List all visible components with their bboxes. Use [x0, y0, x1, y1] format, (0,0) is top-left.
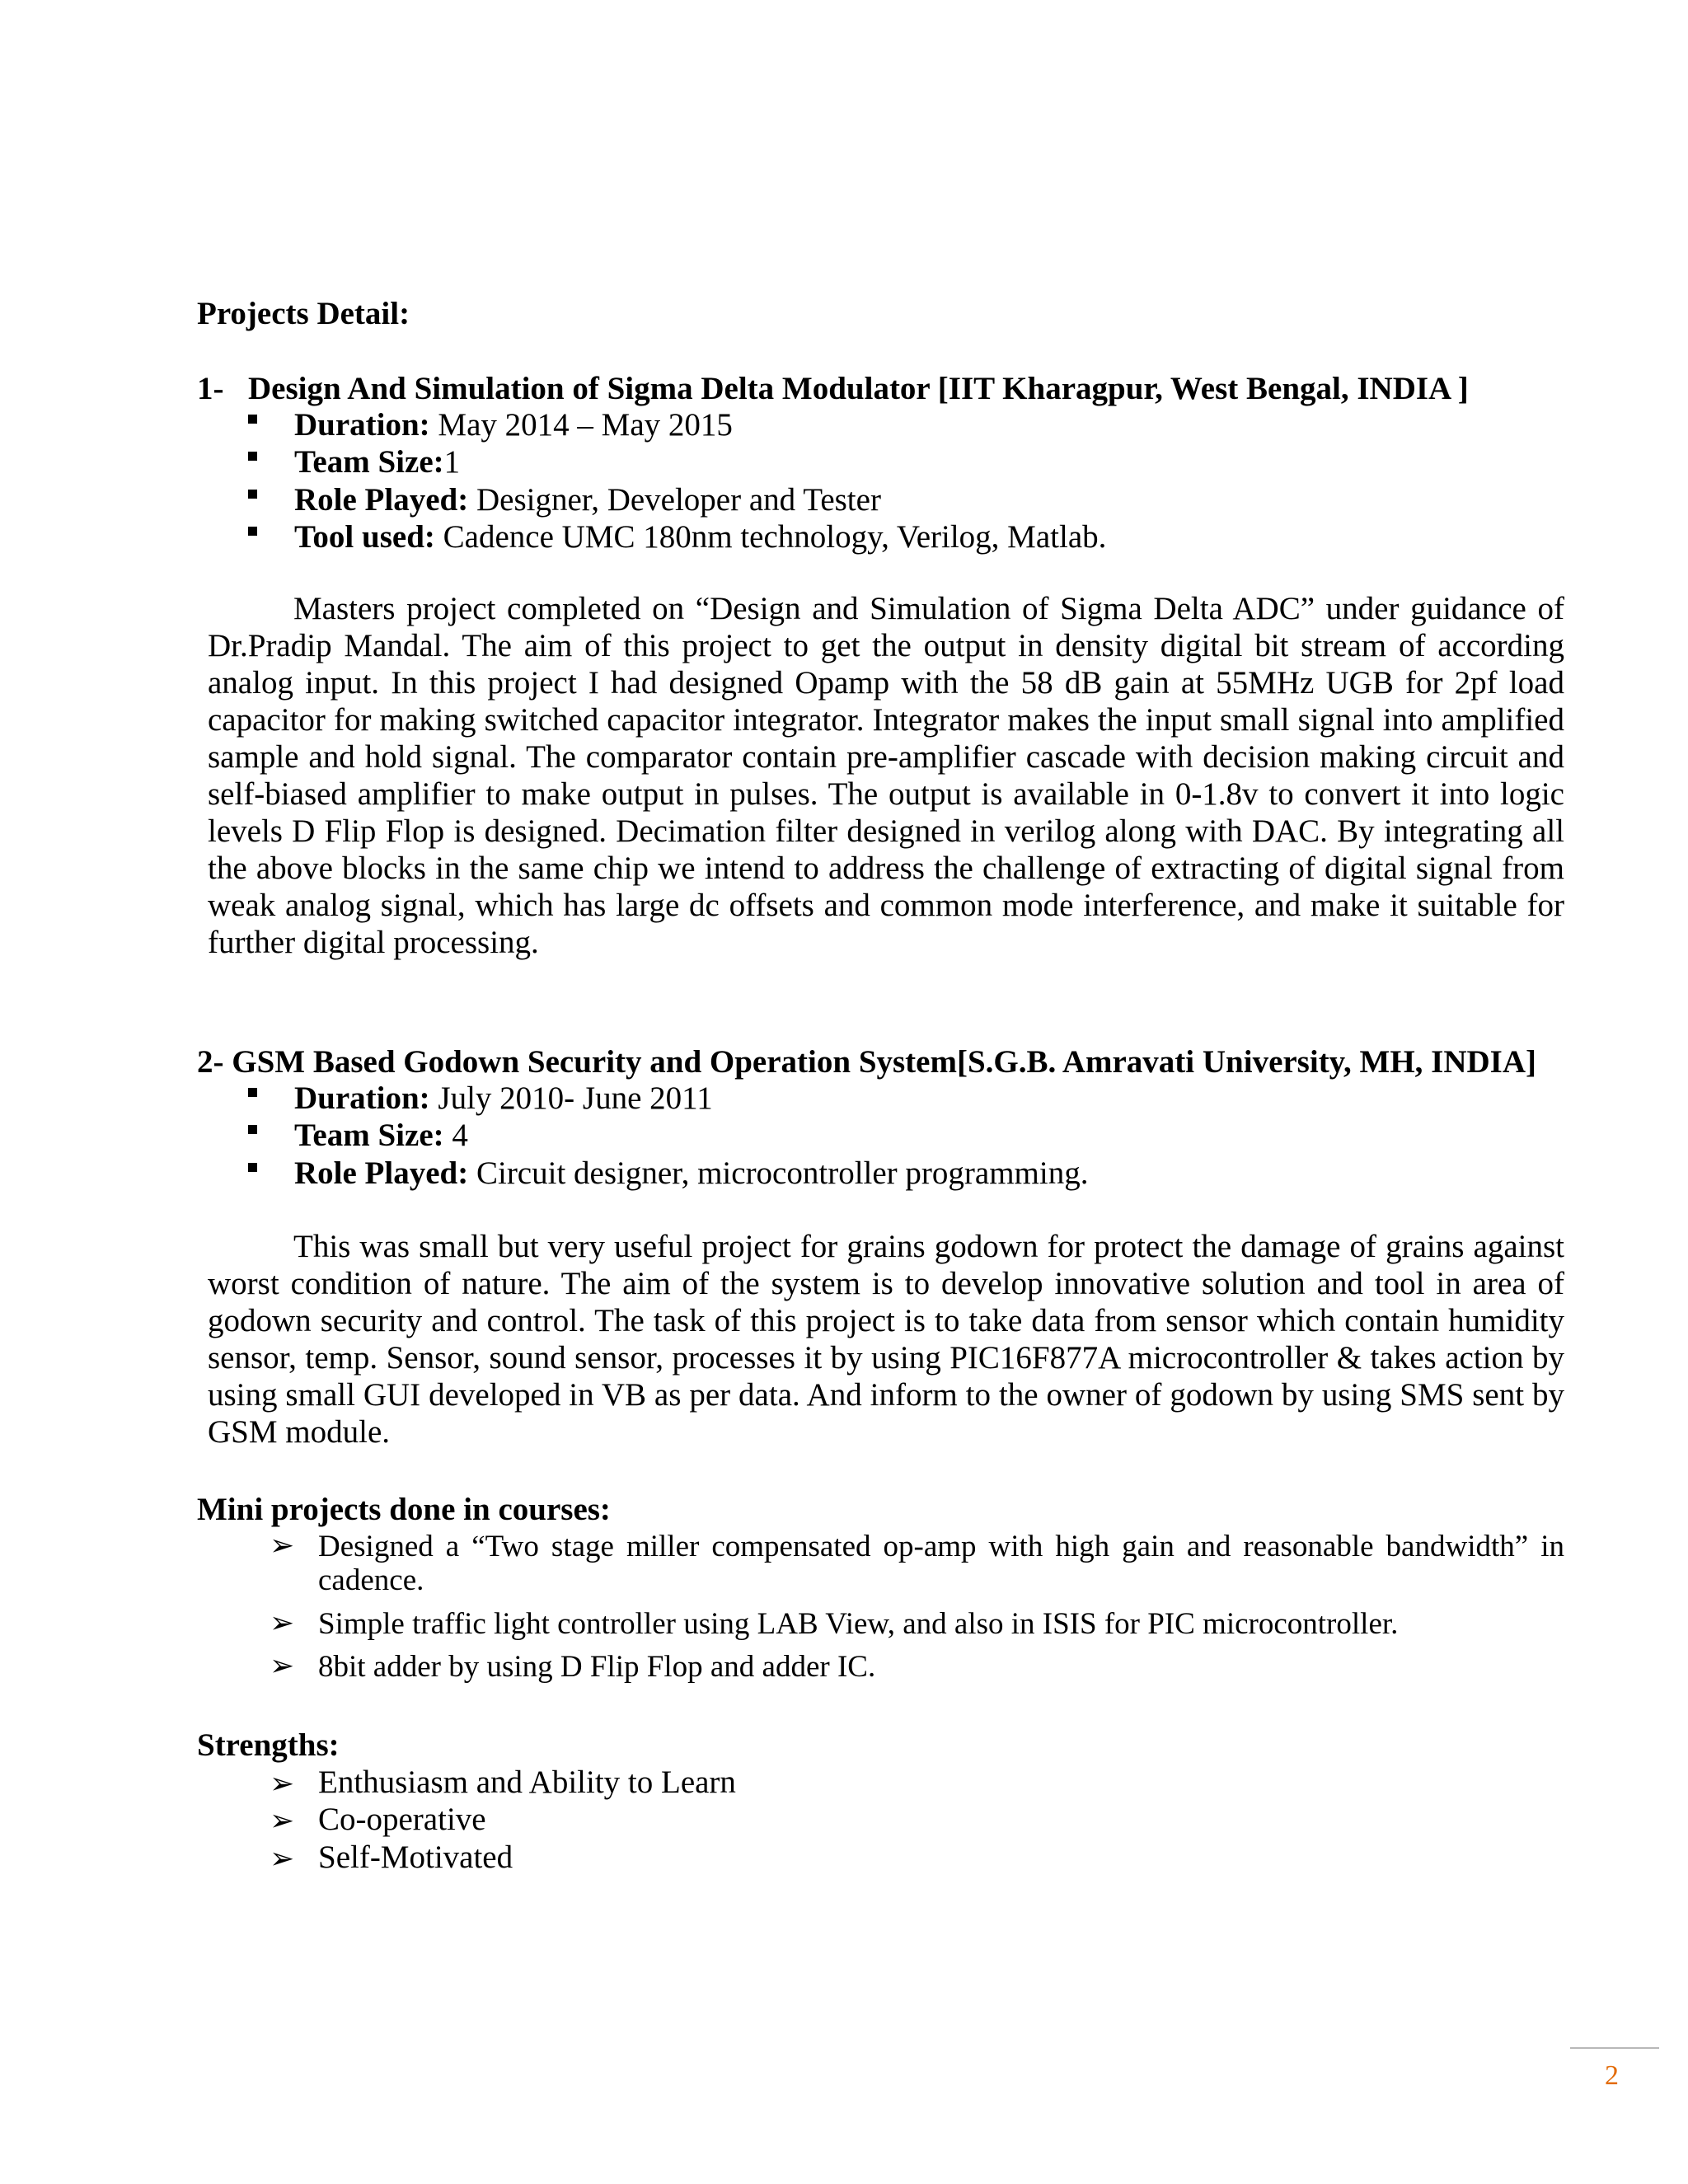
- footer-divider: [1570, 2047, 1659, 2049]
- detail-value: 4: [443, 1118, 468, 1153]
- project1-detail-role: [294, 484, 881, 516]
- detail-label: Duration:: [294, 1080, 430, 1116]
- bullet-square: [248, 1163, 257, 1172]
- arrow-bullet-icon: ➢: [270, 1529, 295, 1562]
- detail-value: July 2010- June 2011: [429, 1080, 713, 1116]
- detail-label: Role Played:: [294, 1155, 469, 1191]
- strengths-heading: Strengths:: [197, 1727, 340, 1763]
- mini-project-item: 8bit adder by using D Flip Flop and adder IC.: [318, 1650, 876, 1684]
- bullet-square: [248, 1088, 257, 1097]
- project1-detail-tools: [294, 521, 1106, 553]
- project2-title: 2- GSM Based Godown Security and Operation System[S.G.B. Amravati University, MH, INDIA]: [197, 1044, 1537, 1080]
- detail-value: Circuit designer, microcontroller programming.: [468, 1155, 1089, 1191]
- bullet-square: [248, 452, 257, 461]
- detail-value: Cadence UMC 180nm technology, Verilog, Matlab.: [434, 519, 1107, 555]
- mini-project-item: Simple traffic light controller using LAB View, and also in ISIS for PIC microcontroller.: [318, 1607, 1399, 1641]
- arrow-bullet-icon: ➢: [270, 1842, 295, 1875]
- detail-label: Duration:: [294, 407, 430, 443]
- detail-value: 1: [443, 444, 461, 480]
- project1-title: Design And Simulation of Sigma Delta Modulator [IIT Kharagpur, West Bengal, INDIA ]: [248, 371, 1469, 406]
- bullet-square: [248, 1125, 257, 1134]
- project2-detail-duration: [294, 1082, 713, 1114]
- project1-detail-duration: [294, 409, 733, 441]
- arrow-bullet-icon: ➢: [270, 1767, 295, 1800]
- project2-detail-role: [294, 1157, 1088, 1189]
- strength-item: Self-Motivated: [318, 1840, 513, 1875]
- detail-label: Team Size:: [294, 1118, 444, 1153]
- arrow-bullet-icon: ➢: [270, 1606, 295, 1639]
- mini-project-item: Designed a “Two stage miller compensated op-amp with high gain and reasonable bandwidth” in cadence.: [318, 1530, 1564, 1597]
- arrow-bullet-icon: ➢: [270, 1649, 295, 1682]
- arrow-bullet-icon: ➢: [270, 1804, 295, 1837]
- project1-description: Masters project completed on “Design and Simulation of Sigma Delta ADC” under guidance of Dr.Pradip Mandal. The aim of this project to get the output in density digital bit stream of according analog input. In this project I had designed Opamp with the 58 dB gain at 55MHz UGB for 2pf load capacitor for making switched capacitor integrator. Integrator makes the input small signal into amplified sample and hold signal. The comparator contain pre-amplifier cascade with decision making circuit and self-biased amplifier to make output in pulses. The output is available in 0-1.8v to convert it into logic levels D Flip Flop is designed. Decimation filter designed in verilog along with DAC. By integrating all the above blocks in the same chip we intend to address the challenge of extracting of digital signal from weak analog signal, which has large dc offsets and common mode interference, and make it suitable for further digital processing.: [208, 591, 1564, 960]
- bullet-square: [248, 527, 257, 536]
- project2-description: This was small but very useful project for grains godown for protect the damage of grains against worst condition of nature. The aim of the system is to develop innovative solution and tool in area of godown security and control. The task of this project is to take data from sensor which contain humidity sensor, temp. Sensor, sound sensor, processes it by using PIC16F877A microcontroller & takes action by using small GUI developed in VB as per data. And inform to the owner of godown by using SMS sent by GSM module.: [208, 1229, 1564, 1450]
- detail-label: Team Size:: [294, 444, 444, 480]
- detail-value: May 2014 – May 2015: [429, 407, 733, 443]
- projects-heading: Projects Detail:: [197, 296, 410, 331]
- bullet-square: [248, 490, 257, 499]
- page-number: 2: [1605, 2060, 1619, 2091]
- project1-number: 1-: [197, 371, 224, 406]
- project1-detail-team-size: [294, 446, 460, 478]
- detail-label: Tool used:: [294, 519, 435, 555]
- strength-item: Co-operative: [318, 1802, 486, 1837]
- detail-label: Role Played:: [294, 482, 469, 518]
- project1-description-block: [208, 590, 1564, 961]
- project2-detail-team-size: [294, 1119, 468, 1151]
- detail-value: Designer, Developer and Tester: [468, 482, 881, 518]
- bullet-square: [248, 415, 257, 424]
- mini-projects-heading: Mini projects done in courses:: [197, 1492, 611, 1527]
- project2-description-block: [208, 1228, 1564, 1451]
- strength-item: Enthusiasm and Ability to Learn: [318, 1765, 736, 1800]
